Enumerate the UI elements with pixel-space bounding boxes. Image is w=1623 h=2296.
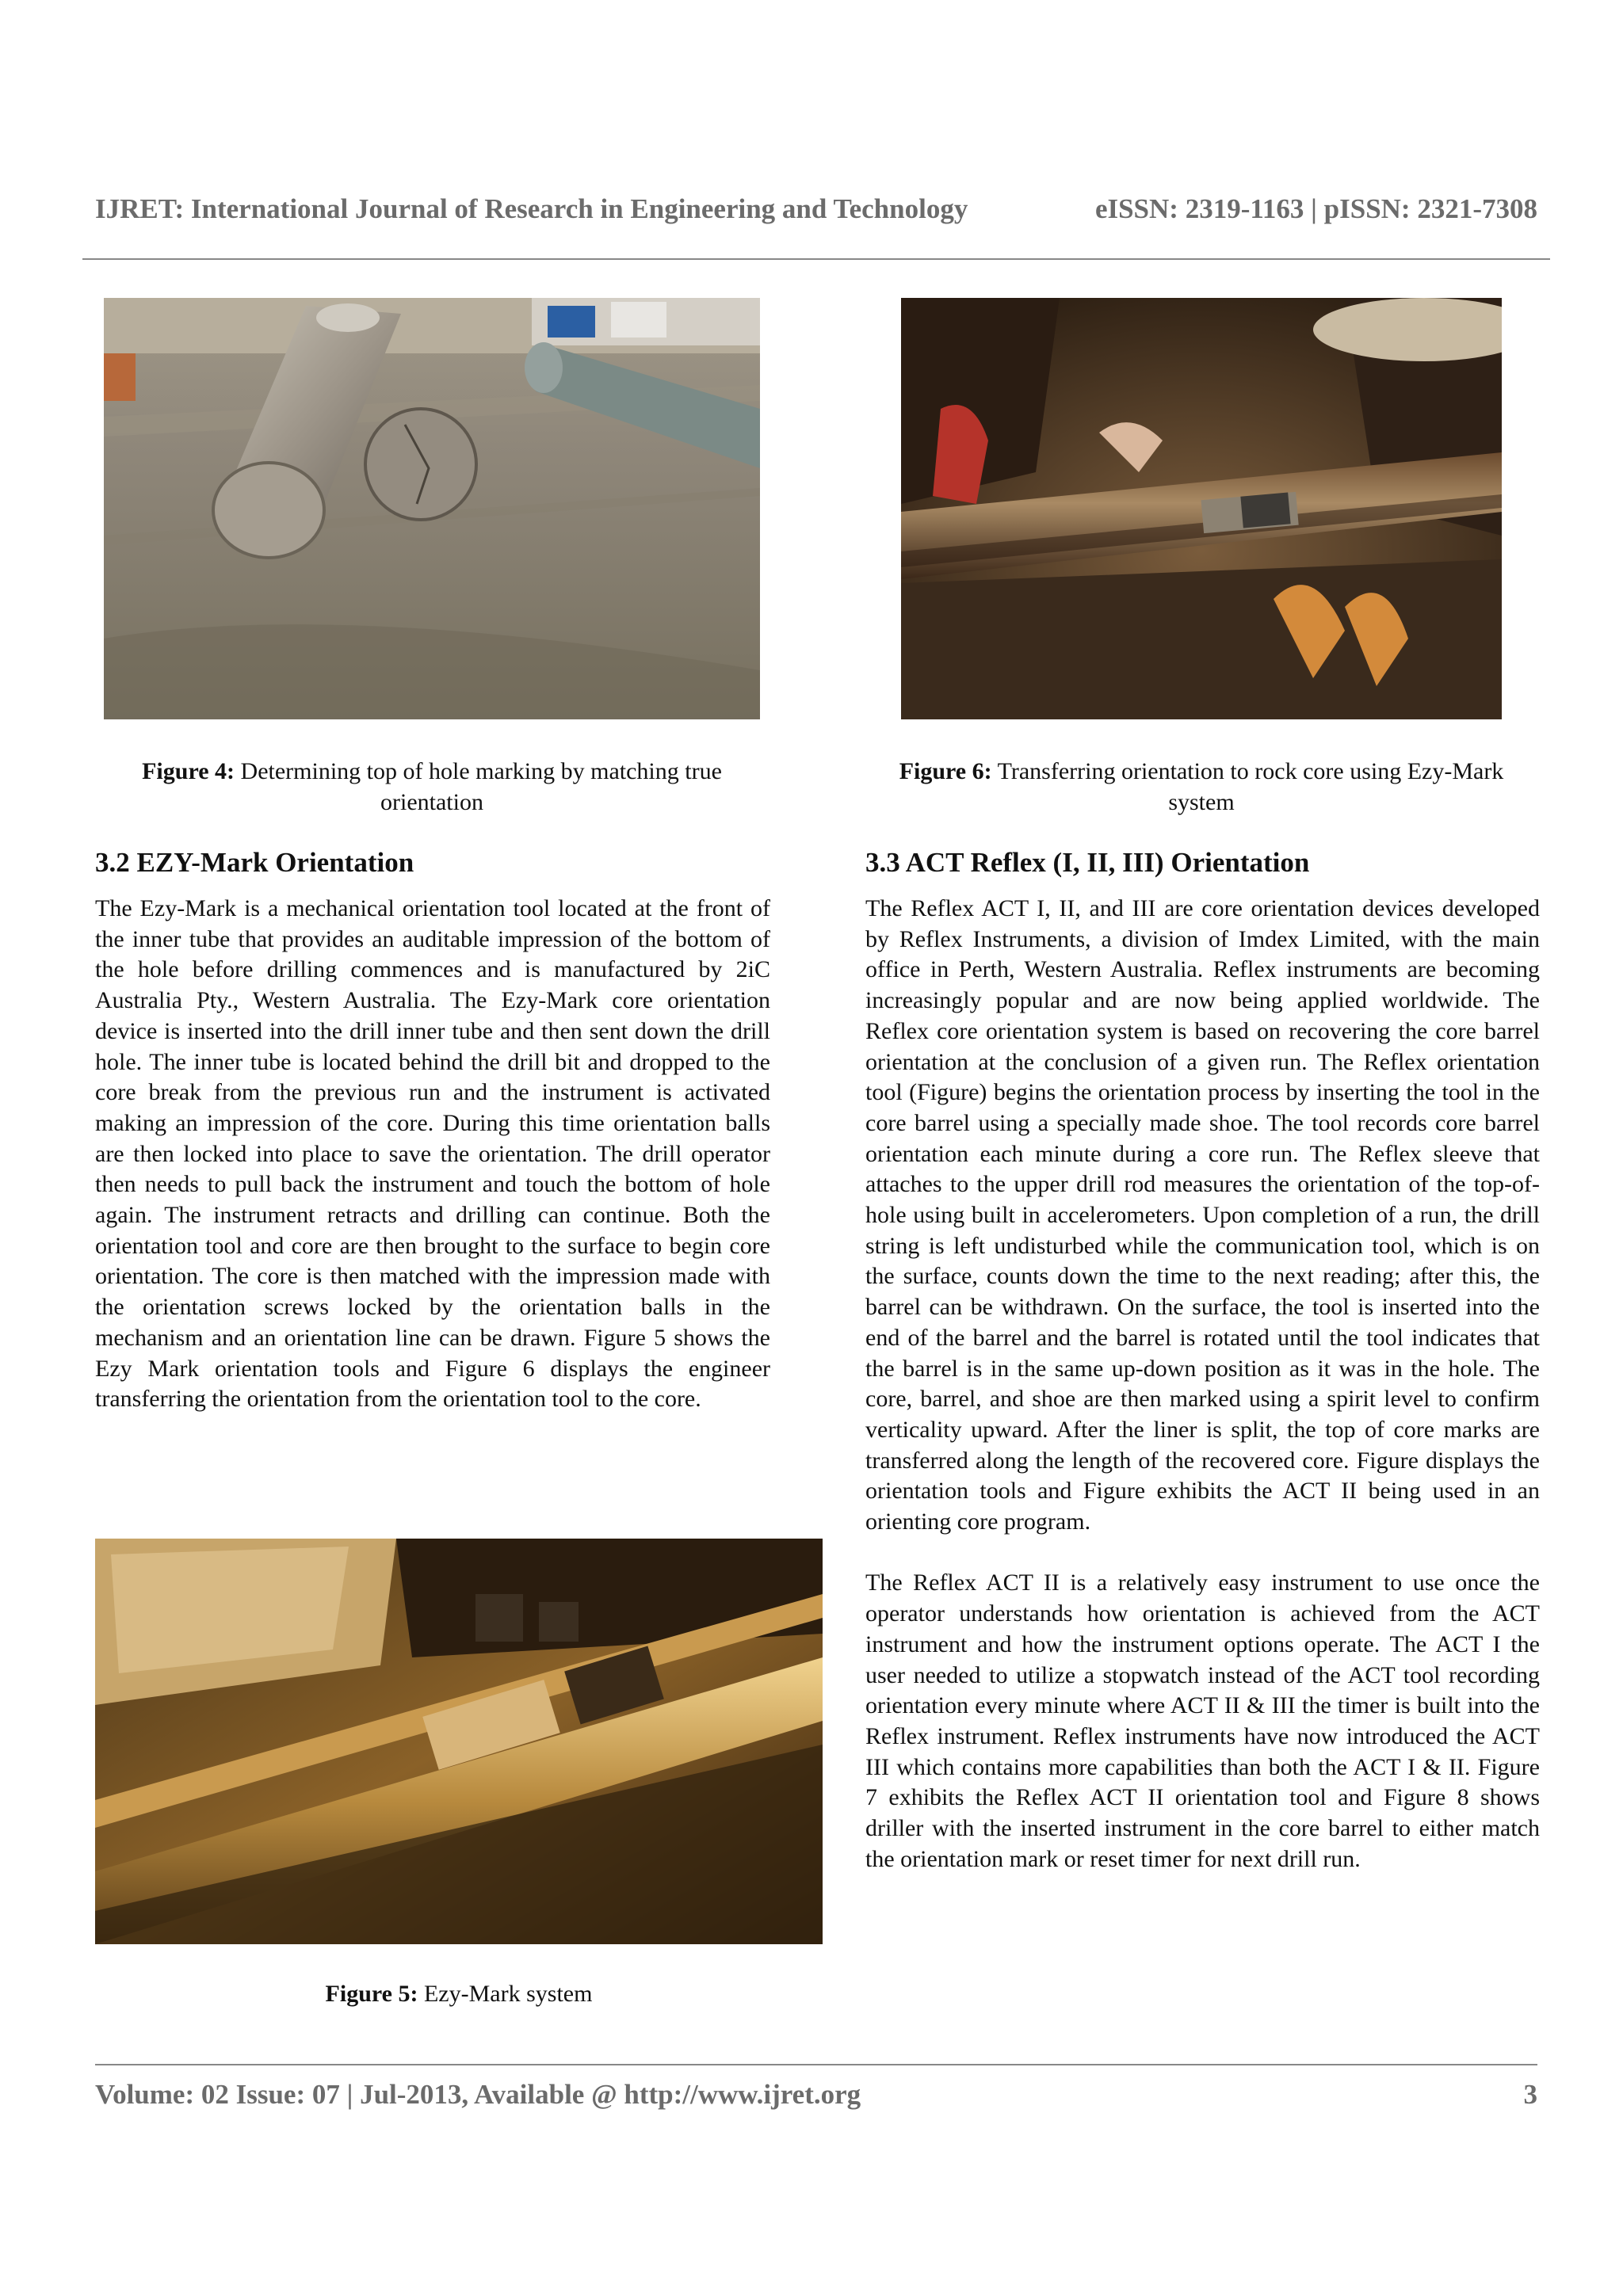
issn: eISSN: 2319-1163 | pISSN: 2321-7308 xyxy=(1094,193,1537,224)
volume-info: Volume: 02 Issue: 07 | Jul-2013, Available @ http://www.ijret.org xyxy=(95,2079,861,2110)
section-3-2-paragraph: The Ezy-Mark is a mechanical orientation tool located at the front of the inner tube that provides an auditable impression of the bottom of the hole before drilling commences and is manufactured by 2iC Australia Pty., Western Australia. The Ezy-Mark core orientation device is inserted into the drill inner tube and then sent down the drill hole. The inner tube is located behind the drill bit and dropped to the core break from the previous run and the instrument is activated making an impression of the core. During this time orientation balls are then locked into place to save the orientation. The drill operator then needs to pull back the instrument and touch the bottom of hole again. The instrument retracts and drilling can continue. Both the orientation tool and core are then brought to the surface to begin core orientation. The core is then matched with the impression made with the orientation screws locked by the orientation balls in the mechanism and an orientation line can be drawn. Figure 5 shows the Ezy Mark orientation tools and Figure 6 displays the engineer transferring the orientation from the orientation tool to the core. xyxy=(95,895,770,1413)
footer-rule xyxy=(95,2064,1537,2065)
figure-6-label: Figure 6: xyxy=(899,758,992,784)
running-header xyxy=(95,193,1537,225)
figure-4-text: Determining top of hole marking by matching true orientation xyxy=(240,758,722,815)
figure-6-photo xyxy=(901,298,1502,719)
section-3-2-heading: 3.2 EZY-Mark Orientation xyxy=(95,847,414,878)
figure-5-text: Ezy-Mark system xyxy=(423,1981,593,2007)
figure-6-caption xyxy=(872,756,1531,818)
section-3-3-heading: 3.3 ACT Reflex (I, II, III) Orientation xyxy=(865,847,1310,878)
figure-6-text: Transferring orientation to rock core using Ezy-Mark system xyxy=(997,758,1504,815)
figure-5-caption xyxy=(95,1978,823,2009)
figure-4-photo xyxy=(104,298,760,719)
header-rule xyxy=(82,258,1550,260)
figure-5-label: Figure 5: xyxy=(325,1981,418,2007)
page-number: 3 xyxy=(1523,2079,1537,2110)
figure-5-photo xyxy=(95,1539,823,1944)
section-3-3-paragraph-1: The Reflex ACT I, II, and III are core orientation devices developed by Reflex Instruments, a division of Imdex Limited, with the main office in Perth, Western Australia. Reflex instruments are becoming increasingly popular and are now being applied worldwide. The Reflex core orientation system is based on recovering the core barrel orientation at the conclusion of a given run. The Reflex orientation tool (Figure) begins the orientation process by inserting the tool in the core barrel using a specially made shoe. The tool records core barrel orientation each minute during a core run. The Reflex sleeve that attaches to the upper drill rod measures the orientation of the top-of-hole using built in accelerometers. Upon completion of a run, the drill string is left undisturbed while the communication tool, which is on the surface, counts down the time to the next reading; after this, the barrel can be withdrawn. On the surface, the tool is inserted into the end of the barrel and the barrel is rotated until the tool indicates that the barrel is in the same up-down position as it was in the hole. The core, barrel, and shoe are then marked using a spirit level to confirm verticality upward. After the liner is split, the top of core marks are transferred along the length of the recovered core. Figure displays the orientation tools and Figure exhibits the ACT II being used in an orienting core program. xyxy=(865,895,1540,1535)
running-footer xyxy=(95,2079,1537,2111)
section-3-3-body xyxy=(865,894,1540,1875)
journal-title: IJRET: International Journal of Research in Engineering and Technology xyxy=(95,193,968,224)
section-3-2-body xyxy=(95,894,770,1415)
figure-4-label: Figure 4: xyxy=(142,758,235,784)
section-3-3-paragraph-2: The Reflex ACT II is a relatively easy instrument to use once the operator understands how orientation is achieved from the ACT instrument and how the instrument options operate. The ACT I the user needed to utilize a stopwatch instead of the ACT tool recording orientation every minute where ACT II & III the timer is built into the Reflex instrument. Reflex instruments have now introduced the ACT III which contains more capabilities than both the ACT I & II. Figure 7 exhibits the Reflex ACT II orientation tool and Figure 8 shows driller with the inserted instrument in the core barrel to either match the orientation mark or reset timer for next drill run. xyxy=(865,1569,1540,1872)
figure-4-caption xyxy=(104,756,760,818)
